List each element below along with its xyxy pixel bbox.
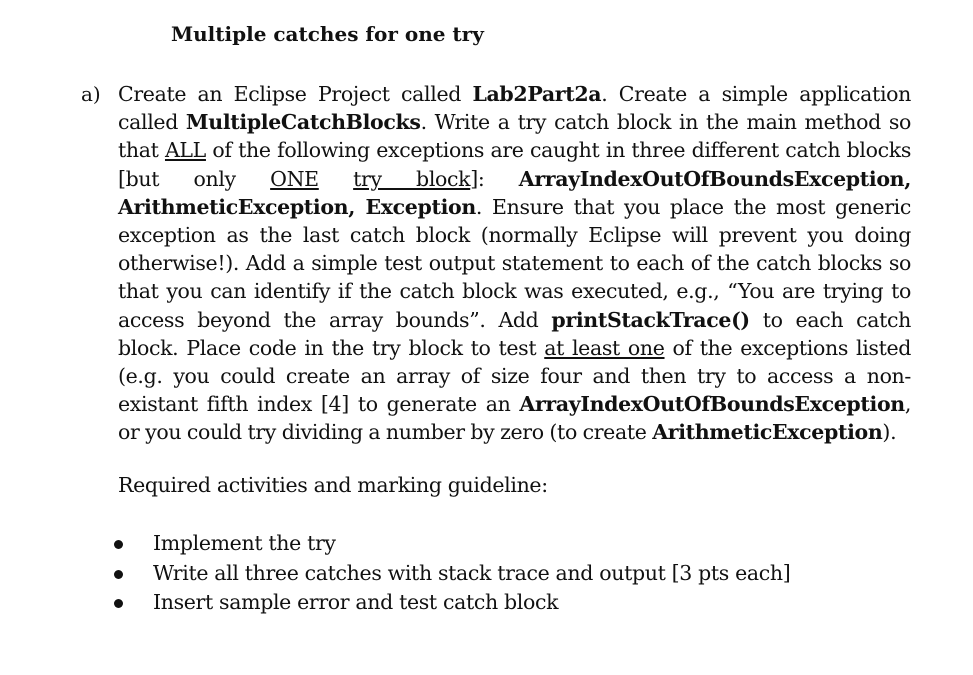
text-segment: . Write a try catch block in the main method so that [118,110,911,163]
exception-list: ArrayIndexOutOfBoundsException, ArithmeticException, Exception [118,166,911,219]
text-segment: ). [882,420,897,445]
instruction-paragraph [118,80,911,447]
emphasis-one: ONE [270,166,319,191]
list-item-label: a) [81,82,101,106]
method-name: printStackTrace() [551,307,750,332]
bullet-text: Write all three catches with stack trace and output [3 pts each] [153,560,791,585]
exception-name: ArrayIndexOutOfBoundsException [519,392,905,417]
text-segment: to each catch block. Place code in the try block to test [118,307,911,360]
text-segment [319,167,353,191]
text-segment: Create an Eclipse Project called [118,82,473,106]
bullet-icon [114,599,123,608]
text-segment: . Create a simple application called [118,82,911,135]
text-segment: of the following exceptions are caught in three different catch blocks [but only [118,138,911,191]
text-segment: . Ensure that you place the most generic exception as the last catch block (normally Eclipse will prevent you doing otherwise!). Add a simple test output statement to each of the catch blocks so that you can identify if the catch block was executed, e.g., “You are trying to access beyond the array bounds”. Add [118,194,911,332]
bullet-text: Insert sample error and test catch block [153,590,559,614]
emphasis-all: ALL [164,138,206,163]
application-name: MultipleCatchBlocks [185,110,421,135]
text-segment: of the exceptions listed (e.g. you could create an array of size four and then try to access a non-existant fifth index [4] to generate an [118,335,912,417]
page-title: Multiple catches for one try [171,22,484,46]
bullet-text: Implement the try [153,531,336,555]
bullet-icon [114,540,123,549]
exception-name: ArithmeticException [652,420,883,445]
emphasis-try-block: try block [353,166,471,191]
required-activities-heading: Required activities and marking guideline: [118,473,548,497]
project-name: Lab2Part2a [472,82,602,106]
text-segment: ]: [470,166,519,191]
text-segment: , or you could try dividing a number by zero (to create [118,392,911,445]
bullet-icon [114,570,123,579]
emphasis-at-least-one: at least one [544,335,665,360]
